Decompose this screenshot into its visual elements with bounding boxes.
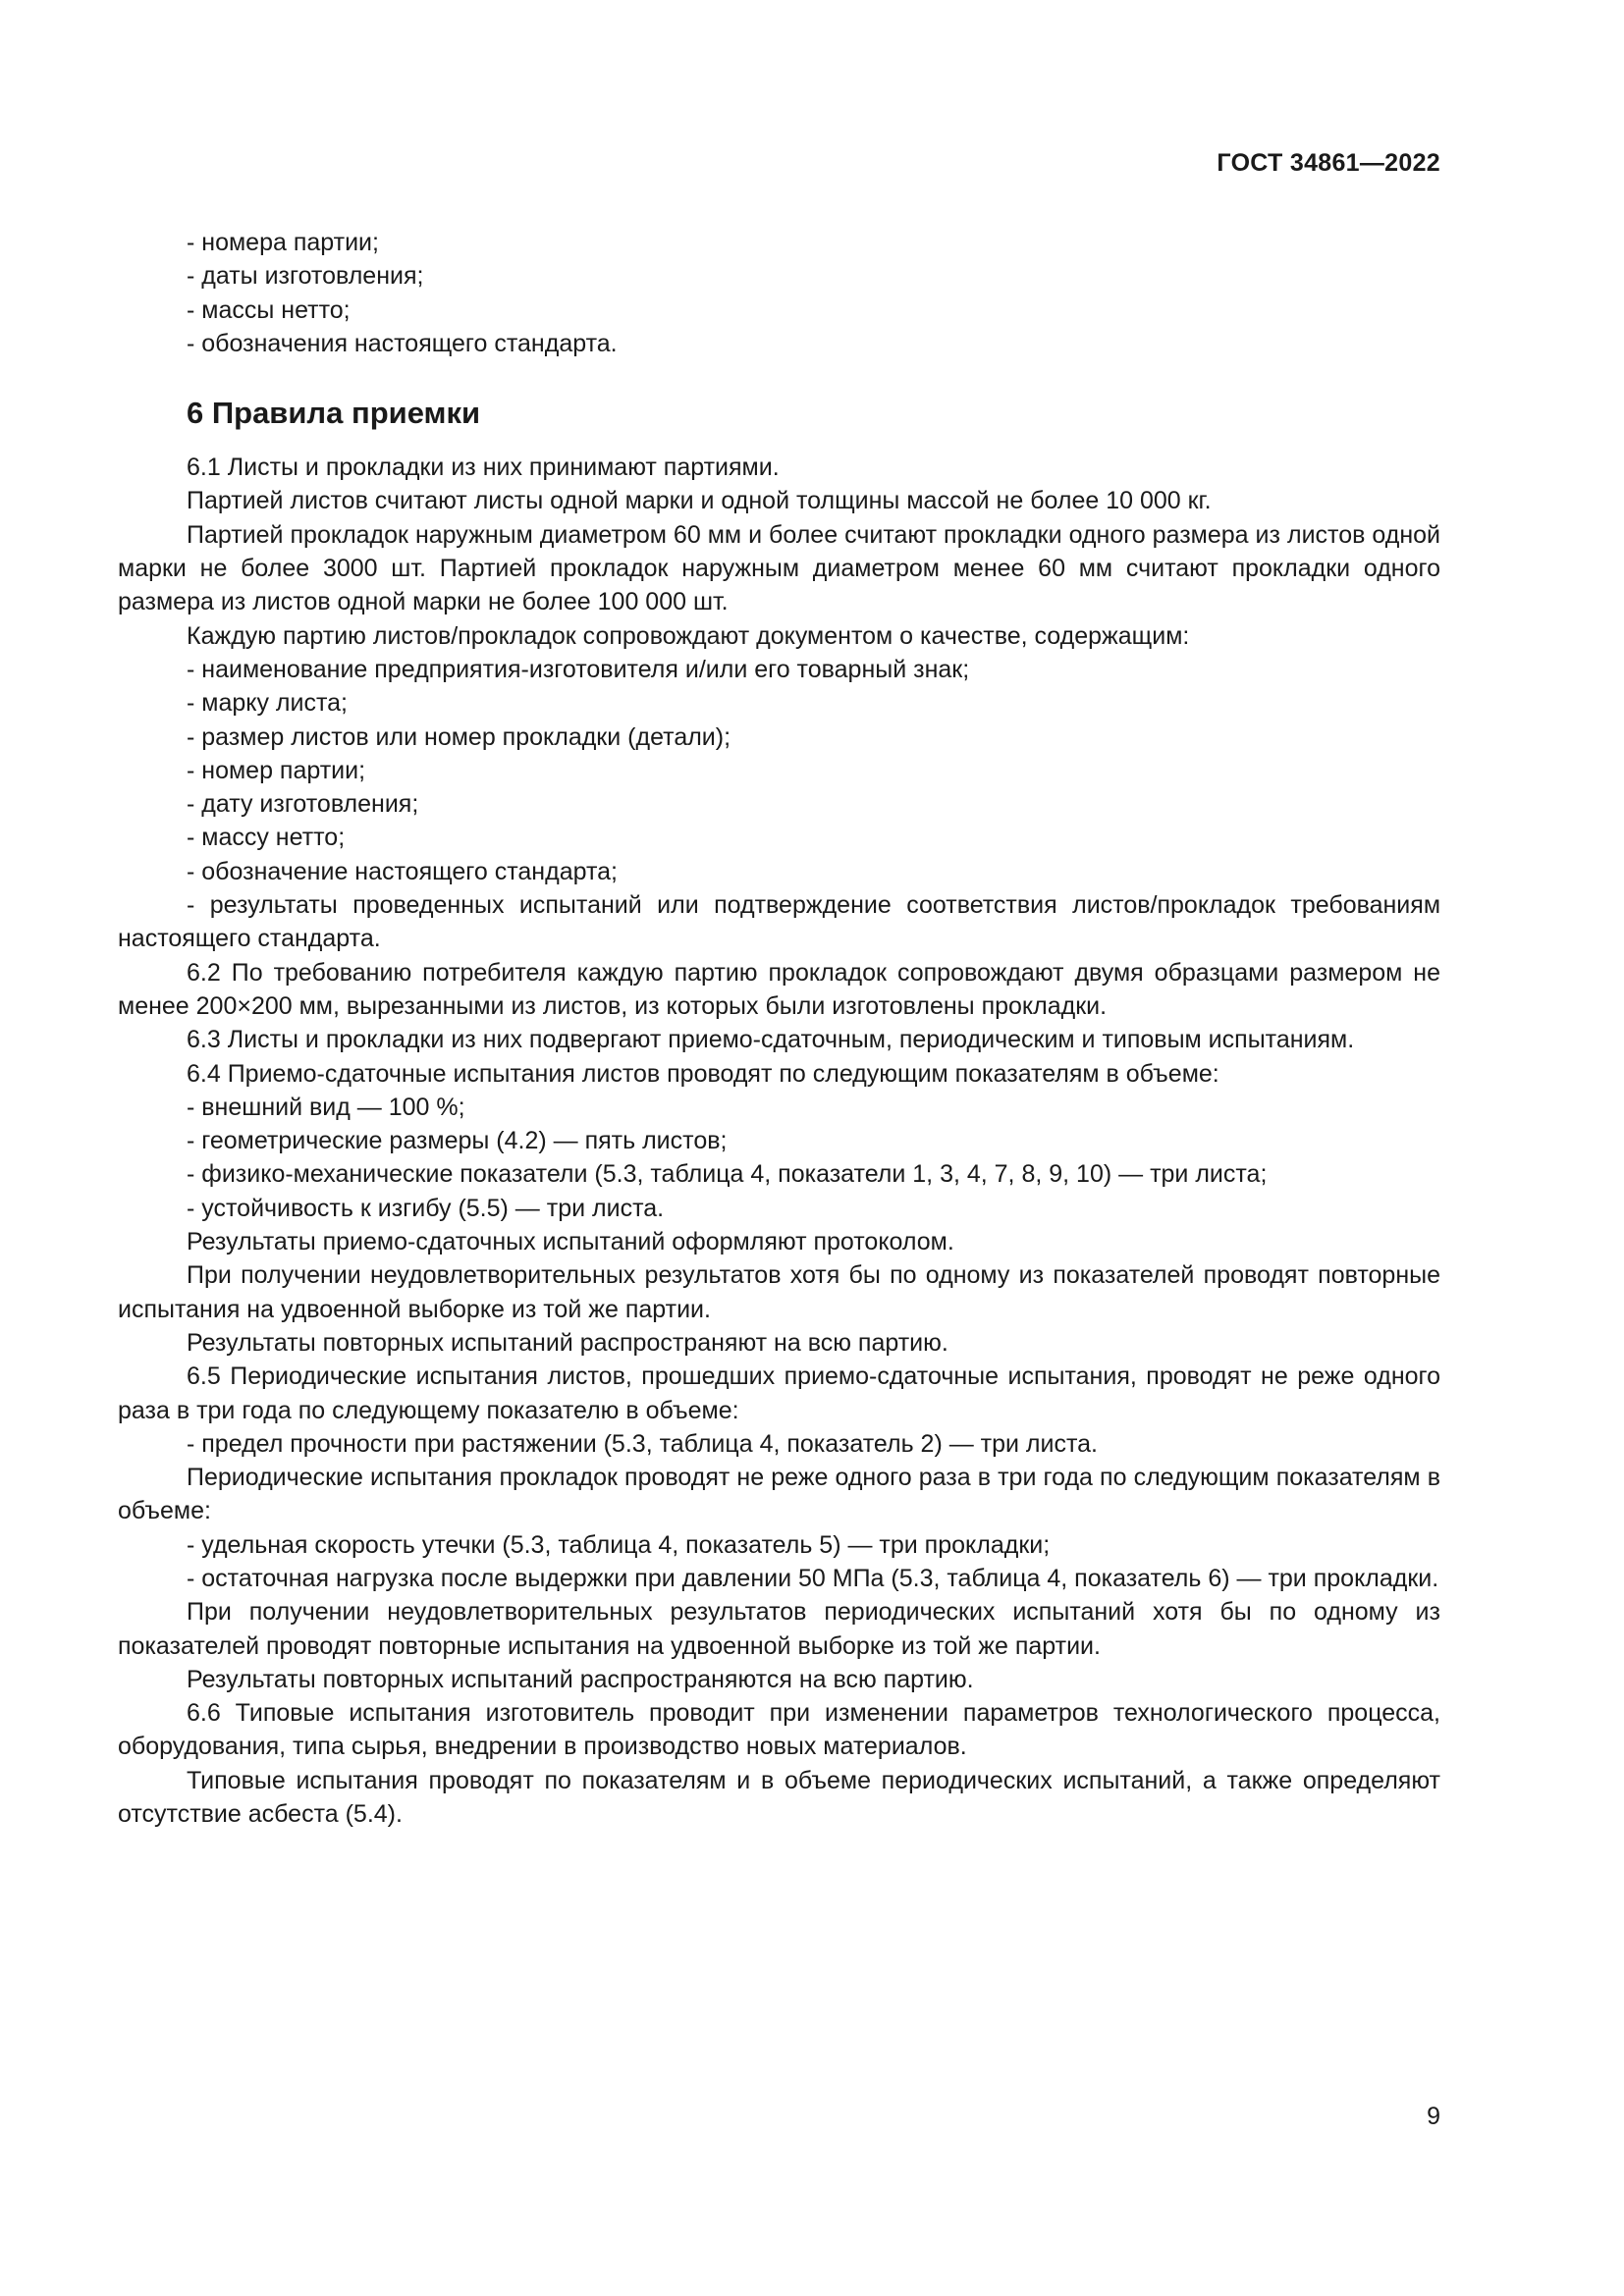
periodic-sheet-item: - предел прочности при растяжении (5.3, таблица 4, показатель 2) — три листа. <box>187 1429 1098 1458</box>
acceptance-list-item: - устойчивость к изгибу (5.5) — три листа. <box>187 1194 665 1222</box>
list-item: - массы нетто; <box>187 295 351 324</box>
acceptance-list-item: - физико-механические показатели (5.3, таблица 4, показатели 1, 3, 4, 7, 8, 9, 10) — три листа; <box>187 1160 1268 1189</box>
quality-list-item: - обозначение настоящего стандарта; <box>187 857 618 885</box>
paragraph-6-5: 6.5 Периодические испытания листов, прошедших приемо-сдаточные испытания, проводят не реже одного раза в три года по следующему показателю в объеме: <box>118 1362 1440 1424</box>
quality-list-item: - номер партии; <box>187 756 366 784</box>
paragraph-6-6: 6.6 Типовые испытания изготовитель проводит при изменении параметров технологического процесса, оборудования, типа сырья, внедрении в производство новых материалов. <box>118 1699 1440 1761</box>
quality-list-item-results: - результаты проведенных испытаний или подтверждение соответствия листов/прокладок требованиям настоящего стандарта. <box>118 891 1440 953</box>
periodic-gasket-item: - остаточная нагрузка после выдержки при давлении 50 МПа (5.3, таблица 4, показатель 6) — три прокладки. <box>187 1564 1439 1592</box>
paragraph-6-3: 6.3 Листы и прокладки из них подвергают приемо-сдаточным, периодическим и типовым испытаниям. <box>187 1026 1355 1054</box>
section-title: 6 Правила приемки <box>187 396 481 431</box>
paragraph-acceptance-fail: При получении неудовлетворительных результатов хотя бы по одному из показателей проводят повторные испытания на удвоенной выборке из той же партии. <box>118 1261 1440 1323</box>
page-number: 9 <box>1427 2103 1440 2130</box>
paragraph-acceptance-results: Результаты приемо-сдаточных испытаний оформляют протоколом. <box>187 1228 954 1256</box>
paragraph-batch-sheets: Партией листов считают листы одной марки и одной толщины массой не более 10 000 кг. <box>187 487 1212 515</box>
quality-list-item: - дату изготовления; <box>187 790 419 819</box>
quality-list-item: - массу нетто; <box>187 824 346 852</box>
paragraph-periodic-repeat: Результаты повторных испытаний распространяются на всю партию. <box>187 1665 974 1693</box>
acceptance-list-item: - внешний вид — 100 %; <box>187 1093 465 1121</box>
paragraph-periodic-fail: При получении неудовлетворительных результатов периодических испытаний хотя бы по одному из показателей проводят повторные испытания на удвоенной выборке из той же партии. <box>118 1598 1440 1660</box>
quality-list-item: - размер листов или номер прокладки (детали); <box>187 722 731 751</box>
paragraph-periodic-gaskets: Периодические испытания прокладок проводят не реже одного раза в три года по следующим показателям в объеме: <box>118 1464 1440 1525</box>
paragraph-type-tests: Типовые испытания проводят по показателям и в объеме периодических испытаний, а также определяют отсутствие асбеста (5.4). <box>118 1766 1440 1829</box>
list-item: - даты изготовления; <box>187 262 424 291</box>
quality-list-item: - наименование предприятия-изготовителя и/или его товарный знак; <box>187 655 970 683</box>
list-item: - номера партии; <box>187 229 379 256</box>
paragraph-acceptance-repeat: Результаты повторных испытаний распространяют на всю партию. <box>187 1328 948 1357</box>
periodic-gasket-item: - удельная скорость утечки (5.3, таблица 4, показатель 5) — три прокладки; <box>187 1530 1051 1559</box>
acceptance-list-item: - геометрические размеры (4.2) — пять листов; <box>187 1127 728 1155</box>
page-content <box>118 226 1440 1831</box>
paragraph-6-1: 6.1 Листы и прокладки из них принимают партиями. <box>187 454 780 482</box>
quality-list-item: - марку листа; <box>187 689 349 718</box>
document-code: ГОСТ 34861—2022 <box>1217 149 1440 177</box>
paragraph-quality-doc: Каждую партию листов/прокладок сопровождают документом о качестве, содержащим: <box>187 621 1190 650</box>
list-item: - обозначения настоящего стандарта. <box>187 329 618 357</box>
paragraph-batch-gaskets: Партией прокладок наружным диаметром 60 мм и более считают прокладки одного размера из листов одной марки не более 3000 шт. Партией прокладок наружным диаметром менее 60 мм считают прокладки одного размера из листов одной марки не более 100 000 шт. <box>118 520 1440 616</box>
paragraph-6-2: 6.2 По требованию потребителя каждую партию прокладок сопровождают двумя образцами размером не менее 200×200 мм, вырезанными из листов, из которых были изготовлены прокладки. <box>118 958 1440 1020</box>
paragraph-6-4: 6.4 Приемо-сдаточные испытания листов проводят по следующим показателям в объеме: <box>187 1059 1219 1088</box>
